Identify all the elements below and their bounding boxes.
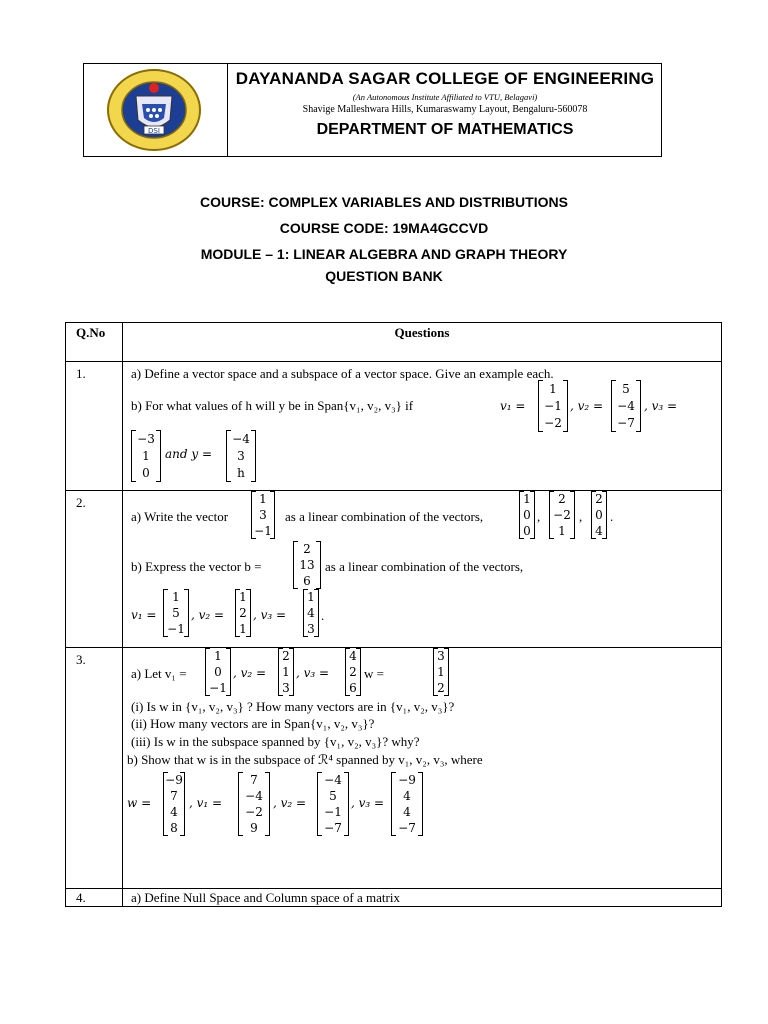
logo-cell <box>84 64 228 156</box>
q2-a-vector-matrix: 1 3 −1 <box>251 491 275 539</box>
q3-bv2-matrix: −4 5 −1 −7 <box>317 772 349 836</box>
q3-v1-matrix: 1 0 −1 <box>205 648 231 696</box>
q2-v3-label: , v₃ = <box>253 608 287 622</box>
table-row <box>66 648 722 889</box>
q3-part-b: b) Show that w is in the subspace of ℛ⁴ spanned by v₁, v₂, v₃, where <box>127 752 483 767</box>
header-box <box>83 63 662 157</box>
q1-v2-label: , v₂ = <box>570 399 604 413</box>
department-name: DEPARTMENT OF MATHEMATICS <box>316 121 574 138</box>
q3-sub-ii: (ii) How many vectors are in Span{v₁, v₂, v₃}? <box>131 716 375 731</box>
question-cell <box>123 362 722 491</box>
q3-v2-matrix: 2 1 3 <box>278 648 294 696</box>
address: Shavige Malleshwara Hills, Kumaraswamy Layout, Bengaluru-560078 <box>302 104 588 115</box>
q2-part-a-text: a) Write the vector <box>131 509 229 524</box>
college-name: DAYANANDA SAGAR COLLEGE OF ENGINEERING <box>235 69 655 88</box>
module-title: MODULE – 1: LINEAR ALGEBRA AND GRAPH THEORY <box>200 246 568 262</box>
q2-b-vector-matrix: 2 13 6 <box>293 541 321 589</box>
q1-part-a: a) Define a vector space and a subspace of a vector space. Give an example each. <box>131 366 554 381</box>
q3-bw-matrix: −9 7 4 8 <box>163 772 185 836</box>
q3-v3-matrix: 4 2 6 <box>345 648 361 696</box>
question-number: 3. <box>66 648 123 889</box>
q1-y-matrix: −4 3 h <box>226 430 256 482</box>
q3-bv1-matrix: 7 −4 −2 9 <box>238 772 270 836</box>
q4-part-a: a) Define Null Space and Column space of a matrix <box>123 889 722 907</box>
q3-bv3-label: , v₃ = <box>351 796 385 810</box>
svg-text:DSI: DSI <box>148 127 160 135</box>
question-cell <box>123 648 722 889</box>
q2-v2-matrix: 1 2 1 <box>235 589 251 637</box>
course-title: COURSE: COMPLEX VARIABLES AND DISTRIBUTIONS <box>200 194 568 210</box>
table-row <box>66 889 722 907</box>
affiliation: (An Autonomous Institute Affiliated to VTU, Belagavi) <box>352 92 538 102</box>
q3-bv3-matrix: −9 4 4 −7 <box>391 772 423 836</box>
q2-a1-matrix: 1 0 0 <box>519 491 535 539</box>
table-row <box>66 491 722 648</box>
q2-v3-matrix: 1 4 3 <box>303 589 319 637</box>
table-row <box>66 362 722 491</box>
q3-v3-label: , v₃ = <box>296 666 330 680</box>
q3-bw-label: w = <box>127 796 152 810</box>
q3-bv2-label: , v₂ = <box>273 796 307 810</box>
q1-v1-label: v₁ = <box>500 399 526 413</box>
course-code: COURSE CODE: 19MA4GCCVD <box>279 220 489 236</box>
q2-v1-label: v₁ = <box>131 608 157 622</box>
q3-sub-i: (i) Is w in {v₁, v₂, v₃} ? How many vectors are in {v₁, v₂, v₃}? <box>131 699 455 714</box>
q1-v1-matrix: 1 −1 −2 <box>538 380 568 432</box>
q3-w-label: w = <box>364 666 384 681</box>
q2-a3-matrix: 2 0 4 <box>591 491 607 539</box>
q2-v2-label: , v₂ = <box>191 608 225 622</box>
q3-v2-label: , v₂ = <box>233 666 267 680</box>
q2-part-b-mid: as a linear combination of the vectors, <box>325 559 524 574</box>
q1-y-label: and y = <box>165 447 213 461</box>
college-logo <box>104 68 204 152</box>
question-cell: a) Write the vector 1 3 −1 as a linear combination of the vectors, 1 0 0 , 2 −2 1 , 2 0 4 . b) Express the vector b = 2 13 6 as a linear combination of the vectors, v₁ = 1 5 −1 , v₂ = 1 2 1 , v₃ = 1 4 3 . <box>123 491 722 648</box>
question-number: 4. <box>66 889 123 907</box>
q1-part-b-text: b) For what values of h will y be in Span{v₁, v₂, v₃} if <box>131 398 414 413</box>
q3-sub-iii: (iii) Is w in the subspace spanned by {v₁, v₂, v₃}? why? <box>131 734 420 749</box>
q2-v1-matrix: 1 5 −1 <box>163 589 189 637</box>
question-number: 1. <box>66 362 123 491</box>
q1-v3-label: , v₃ = <box>644 399 678 413</box>
question-number: 2. <box>66 491 123 648</box>
question-table <box>65 322 722 907</box>
q2-part-a-mid: as a linear combination of the vectors, <box>285 509 484 524</box>
q2-part-b-text: b) Express the vector b = <box>131 559 262 574</box>
col-questions-header: Questions <box>123 323 722 362</box>
q3-bv1-label: , v₁ = <box>189 796 223 810</box>
q1-v3-matrix: −3 1 0 <box>131 430 161 482</box>
q2-a2-matrix: 2 −2 1 <box>549 491 575 539</box>
q3-part-a-text: a) Let v₁ = <box>131 666 187 681</box>
question-bank-title: QUESTION BANK <box>325 268 443 284</box>
q3-w-matrix: 3 1 2 <box>433 648 449 696</box>
col-qno-header: Q.No <box>66 323 123 362</box>
q1-v2-matrix: 5 −4 −7 <box>611 380 641 432</box>
